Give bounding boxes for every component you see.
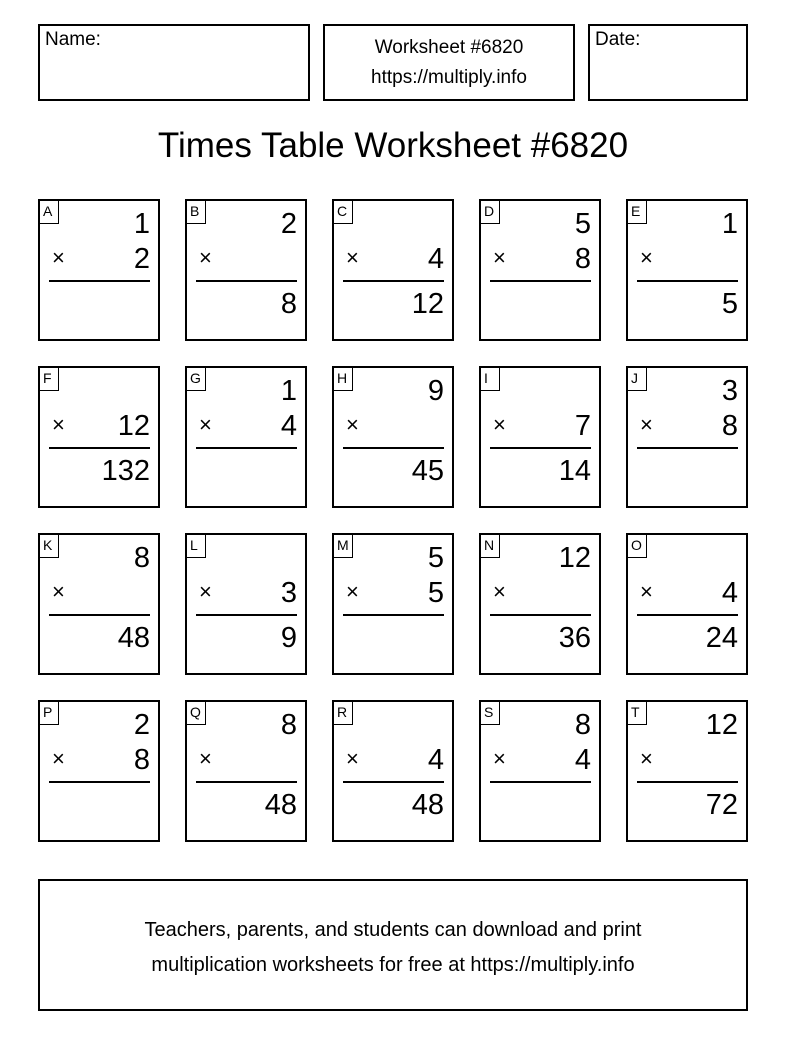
times-sign: × — [493, 579, 506, 604]
problem-card[interactable] — [626, 366, 748, 508]
answer-rule — [49, 614, 150, 616]
name-label: Name: — [45, 29, 101, 50]
bottom-factor: 4 — [427, 243, 444, 275]
top-factor: 8 — [280, 709, 297, 741]
bottom-factor: 8 — [133, 744, 150, 776]
problem-card[interactable] — [332, 700, 454, 842]
problem-letter: G — [186, 367, 206, 391]
top-factor: 8 — [133, 542, 150, 574]
times-sign: × — [346, 746, 359, 771]
product-answer: 72 — [705, 789, 738, 821]
times-sign: × — [199, 746, 212, 771]
problem-card[interactable] — [185, 199, 307, 341]
times-sign: × — [52, 579, 65, 604]
problem-card[interactable] — [626, 700, 748, 842]
answer-rule — [196, 614, 297, 616]
site-url: https://multiply.info — [371, 67, 527, 88]
bottom-factor: 4 — [427, 744, 444, 776]
times-sign: × — [346, 245, 359, 270]
problem-card[interactable] — [479, 533, 601, 675]
problem-letter: C — [333, 200, 353, 224]
bottom-factor: 8 — [574, 243, 591, 275]
problem-card[interactable] — [185, 366, 307, 508]
answer-rule — [343, 614, 444, 616]
top-factor: 1 — [280, 375, 297, 407]
top-factor: 1 — [721, 208, 738, 240]
top-factor: 5 — [427, 542, 444, 574]
problem-letter: B — [186, 200, 206, 224]
problem-card[interactable] — [332, 533, 454, 675]
answer-rule — [490, 447, 591, 449]
times-sign: × — [52, 245, 65, 270]
problem-card[interactable] — [332, 366, 454, 508]
bottom-factor: 5 — [427, 577, 444, 609]
problem-letter: S — [480, 701, 500, 725]
top-factor: 2 — [280, 208, 297, 240]
product-answer: 24 — [705, 622, 738, 654]
problem-letter: H — [333, 367, 353, 391]
times-sign: × — [52, 746, 65, 771]
times-sign: × — [640, 245, 653, 270]
times-sign: × — [346, 412, 359, 437]
problem-card[interactable] — [479, 700, 601, 842]
problem-letter: A — [39, 200, 59, 224]
problem-letter: N — [480, 534, 500, 558]
times-sign: × — [199, 579, 212, 604]
problem-card[interactable] — [626, 533, 748, 675]
problem-letter: L — [186, 534, 206, 558]
times-sign: × — [640, 412, 653, 437]
top-factor: 12 — [705, 709, 738, 741]
problem-letter: I — [480, 367, 500, 391]
times-sign: × — [52, 412, 65, 437]
answer-rule — [49, 447, 150, 449]
times-sign: × — [493, 245, 506, 270]
answer-rule — [637, 781, 738, 783]
answer-rule — [637, 614, 738, 616]
top-factor: 12 — [558, 542, 591, 574]
top-factor: 9 — [427, 375, 444, 407]
product-answer: 36 — [558, 622, 591, 654]
times-sign: × — [346, 579, 359, 604]
problem-card[interactable] — [38, 533, 160, 675]
problem-letter: K — [39, 534, 59, 558]
footer-line-1: Teachers, parents, and students can download and print — [144, 919, 642, 941]
product-answer: 5 — [721, 288, 738, 320]
footer-line-2: multiplication worksheets for free at https://multiply.info — [151, 954, 635, 976]
bottom-factor: 7 — [574, 410, 591, 442]
answer-rule — [196, 280, 297, 282]
problem-card[interactable] — [38, 199, 160, 341]
answer-rule — [49, 280, 150, 282]
problem-letter: P — [39, 701, 59, 725]
problem-card[interactable] — [332, 199, 454, 341]
answer-rule — [343, 447, 444, 449]
times-sign: × — [640, 746, 653, 771]
product-answer: 48 — [117, 622, 150, 654]
product-answer: 45 — [411, 455, 444, 487]
bottom-factor: 8 — [721, 410, 738, 442]
problem-letter: F — [39, 367, 59, 391]
bottom-factor: 4 — [280, 410, 297, 442]
page-title: Times Table Worksheet #6820 — [157, 126, 629, 165]
date-label: Date: — [595, 29, 641, 50]
top-factor: 3 — [721, 375, 738, 407]
problem-letter: J — [627, 367, 647, 391]
problem-card[interactable] — [479, 366, 601, 508]
problem-letter: T — [627, 701, 647, 725]
top-factor: 8 — [574, 709, 591, 741]
bottom-factor: 12 — [117, 410, 150, 442]
times-sign: × — [640, 579, 653, 604]
answer-rule — [637, 280, 738, 282]
bottom-factor: 3 — [280, 577, 297, 609]
bottom-factor: 4 — [721, 577, 738, 609]
problem-card[interactable] — [185, 700, 307, 842]
answer-rule — [343, 280, 444, 282]
product-answer: 12 — [411, 288, 444, 320]
problem-letter: E — [627, 200, 647, 224]
problem-card[interactable] — [38, 366, 160, 508]
top-factor: 1 — [133, 208, 150, 240]
worksheet-number: Worksheet #6820 — [374, 37, 524, 58]
answer-rule — [49, 781, 150, 783]
product-answer: 48 — [264, 789, 297, 821]
problem-card[interactable] — [479, 199, 601, 341]
times-sign: × — [493, 412, 506, 437]
answer-rule — [196, 781, 297, 783]
times-sign: × — [493, 746, 506, 771]
date-field[interactable] — [588, 24, 748, 101]
answer-rule — [637, 447, 738, 449]
problem-card[interactable] — [626, 199, 748, 341]
worksheet-info-box — [323, 24, 575, 101]
product-answer: 132 — [101, 455, 150, 487]
problem-letter: O — [627, 534, 647, 558]
problem-letter: Q — [186, 701, 206, 725]
problem-letter: D — [480, 200, 500, 224]
product-answer: 8 — [280, 288, 297, 320]
name-field[interactable] — [38, 24, 310, 101]
top-factor: 2 — [133, 709, 150, 741]
answer-rule — [343, 781, 444, 783]
top-factor: 5 — [574, 208, 591, 240]
problem-letter: R — [333, 701, 353, 725]
product-answer: 48 — [411, 789, 444, 821]
answer-rule — [490, 781, 591, 783]
answer-rule — [490, 280, 591, 282]
product-answer: 14 — [558, 455, 591, 487]
answer-rule — [196, 447, 297, 449]
bottom-factor: 2 — [133, 243, 150, 275]
problem-card[interactable] — [38, 700, 160, 842]
problem-letter: M — [333, 534, 353, 558]
problem-card[interactable] — [185, 533, 307, 675]
times-sign: × — [199, 245, 212, 270]
product-answer: 9 — [280, 622, 297, 654]
bottom-factor: 4 — [574, 744, 591, 776]
answer-rule — [490, 614, 591, 616]
footer-box — [38, 879, 748, 1011]
times-sign: × — [199, 412, 212, 437]
